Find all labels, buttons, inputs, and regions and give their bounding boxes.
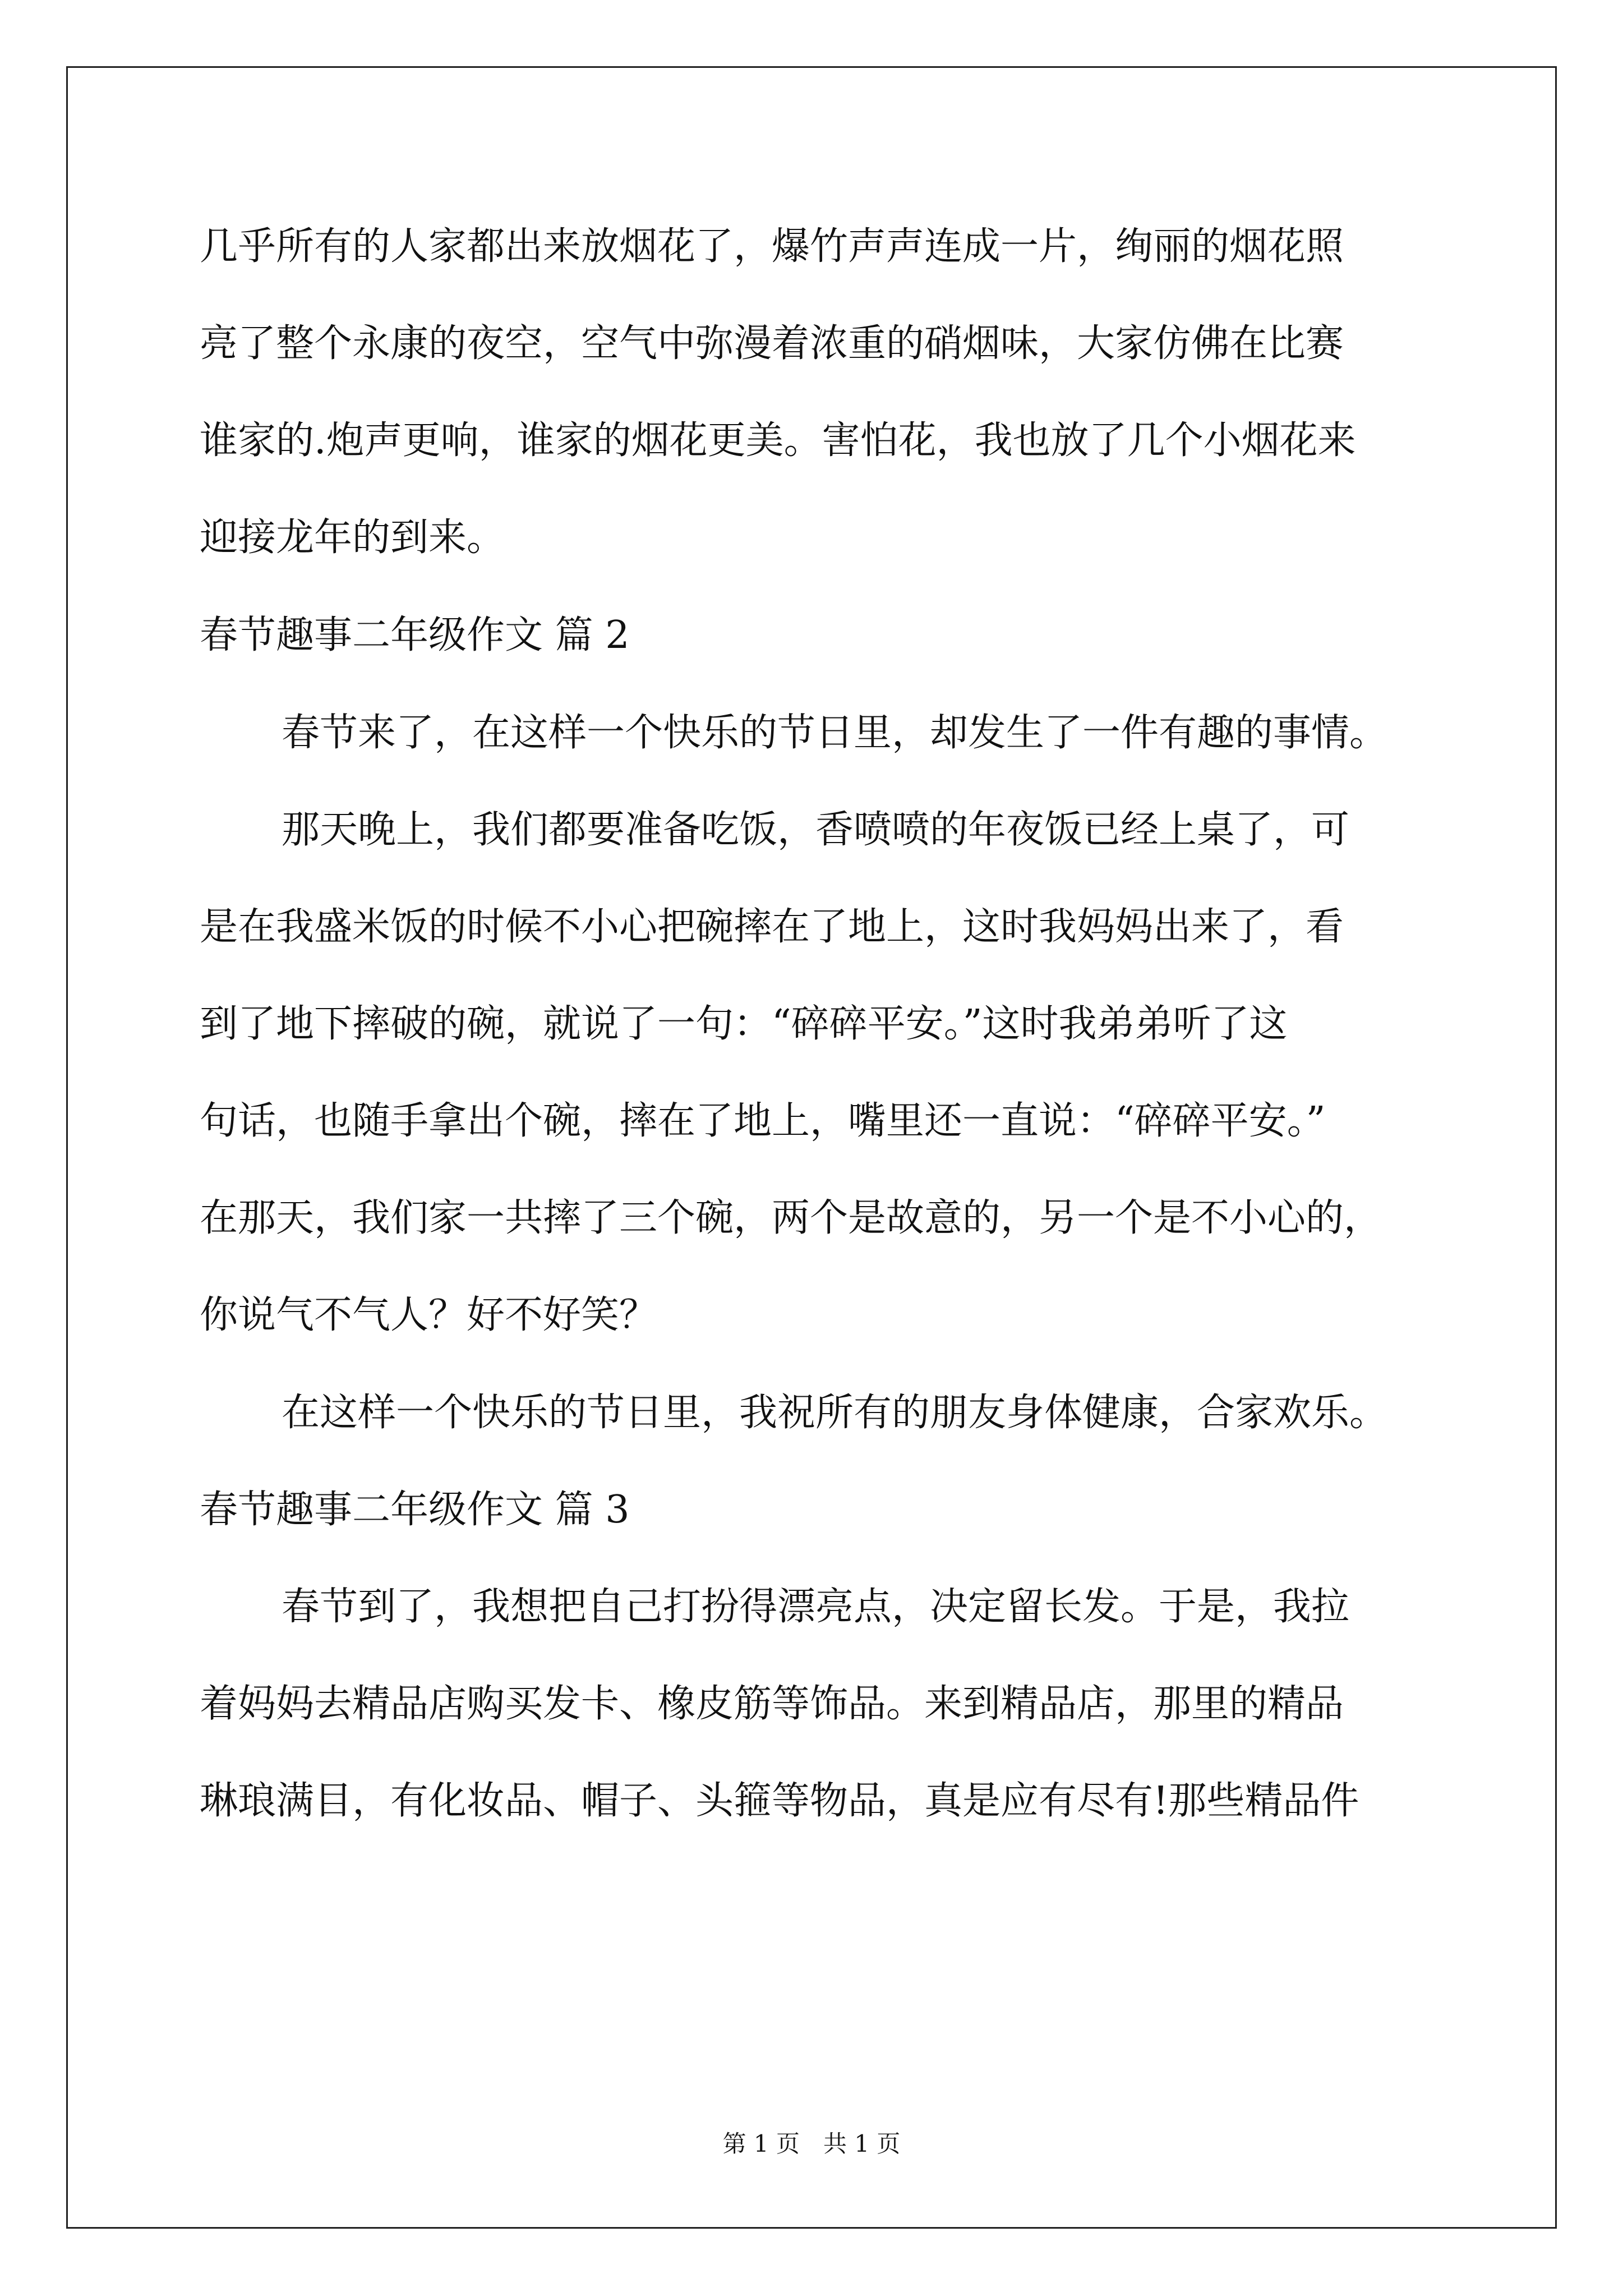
paragraph-line: 那天晚上，我们都要准备吃饭，香喷喷的年夜饭已经上桌了，可 (282, 808, 1350, 852)
page-border (66, 66, 1557, 2229)
paragraph-line: 在这样一个快乐的节日里，我祝所有的朋友身体健康，合家欢乐。 (282, 1391, 1388, 1435)
page-number-footer: 第 1 页 共 1 页 (722, 2130, 901, 2157)
paragraph-line: 是在我盛米饭的时候不小心把碗摔在了地上，这时我妈妈出来了，看 (200, 905, 1344, 949)
section-heading-3: 春节趣事二年级作文 篇 3 (200, 1488, 630, 1532)
paragraph-line: 春节来了，在这样一个快乐的节日里，却发生了一件有趣的事情。 (282, 711, 1388, 755)
paragraph-line: 着妈妈去精品店购买发卡、橡皮筋等饰品。来到精品店，那里的精品 (200, 1682, 1344, 1726)
paragraph-line: 迎接龙年的到来。 (200, 516, 505, 560)
paragraph-line: 春节到了，我想把自己打扮得漂亮点，决定留长发。于是，我拉 (282, 1585, 1350, 1629)
section-heading-2: 春节趣事二年级作文 篇 2 (200, 613, 630, 657)
paragraph-line: 亮了整个永康的夜空，空气中弥漫着浓重的硝烟味，大家仿佛在比赛 (200, 321, 1344, 366)
paragraph-line: 琳琅满目，有化妆品、帽子、头箍等物品，真是应有尽有!那些精品件 (200, 1779, 1359, 1823)
paragraph-line: 你说气不气人？好不好笑？ (200, 1293, 658, 1337)
paragraph-line: 几乎所有的人家都出来放烟花了，爆竹声声连成一片，绚丽的烟花照 (200, 224, 1344, 269)
paragraph-line: 句话，也随手拿出个碗，摔在了地上，嘴里还一直说：“碎碎平安。” (200, 1099, 1326, 1143)
paragraph-line: 到了地下摔破的碗，就说了一句：“碎碎平安。”这时我弟弟听了这 (200, 1002, 1288, 1046)
paragraph-line: 在那天，我们家一共摔了三个碗，两个是故意的，另一个是不小心的， (200, 1196, 1382, 1240)
paragraph-line: 谁家的.炮声更响，谁家的烟花更美。害怕花，我也放了几个小烟花来 (200, 418, 1356, 463)
